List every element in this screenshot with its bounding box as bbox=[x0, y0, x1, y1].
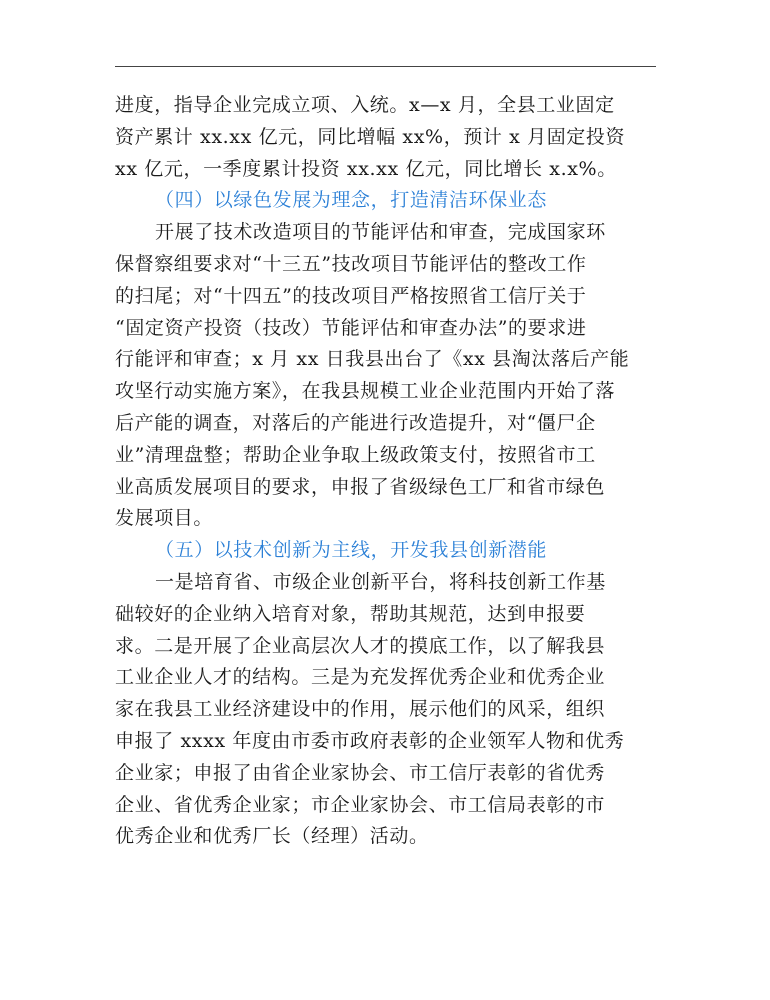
text-line: 工业企业人才的结构。三是为充发挥优秀企业和优秀企业 bbox=[115, 666, 606, 689]
section-heading: （五）以技术创新为主线，开发我县创新潜能 bbox=[155, 539, 548, 562]
text-line: 业”清理盘整；帮助企业争取上级政策支付，按照省市工 bbox=[115, 443, 596, 466]
header-rule bbox=[115, 66, 656, 67]
text-line: 的扫尾；对“十四五”的技改项目严格按照省工信厅关于 bbox=[115, 284, 587, 307]
text-line: 求。二是开展了企业高层次人才的摸底工作，以了解我县 bbox=[115, 634, 606, 657]
text-line: 发展项目。 bbox=[115, 507, 214, 530]
text-line: 一是培育省、市级企业创新平台，将科技创新工作基 bbox=[155, 570, 606, 593]
text-line: 后产能的调查，对落后的产能进行改造提升，对“僵尸企 bbox=[115, 411, 596, 434]
text-line: 家在我县工业经济建设中的作用，展示他们的风采，组织 bbox=[115, 698, 606, 721]
text-line: 资产累计 xx.xx 亿元，同比增幅 xx%，预计 x 月固定投资 bbox=[115, 125, 626, 148]
text-line: 进度，指导企业完成立项、入统。x—x 月，全县工业固定 bbox=[115, 94, 615, 116]
text-line: 业高质发展项目的要求，申报了省级绿色工厂和省市绿色 bbox=[115, 475, 606, 498]
text-line: “固定资产投资（技改）节能评估和审查办法”的要求进 bbox=[115, 316, 587, 339]
document-body bbox=[115, 90, 660, 853]
text-line: 攻坚行动实施方案》，在我县规模工业企业范围内开始了落 bbox=[115, 380, 616, 403]
text-line: 开展了技术改造项目的节能评估和审查，完成国家环 bbox=[155, 221, 606, 244]
text-line: 优秀企业和优秀厂长（经理）活动。 bbox=[115, 825, 429, 848]
text-line: 申报了 xxxx 年度由市委市政府表彰的企业领军人物和优秀 bbox=[115, 729, 625, 752]
text-line: 础较好的企业纳入培育对象，帮助其规范，达到申报要 bbox=[115, 602, 586, 625]
text-line: 行能评和审查；x 月 xx 日我县出台了《xx 县淘汰落后产能 bbox=[115, 348, 630, 371]
text-line: 企业家；申报了由省企业家协会、市工信厅表彰的省优秀 bbox=[115, 761, 606, 784]
text-line: 企业、省优秀企业家；市企业家协会、市工信局表彰的市 bbox=[115, 793, 606, 816]
section-heading: （四）以绿色发展为理念，打造清洁环保业态 bbox=[155, 189, 548, 212]
text-line: 保督察组要求对“十三五”技改项目节能评估的整改工作 bbox=[115, 252, 587, 275]
text-line: xx 亿元，一季度累计投资 xx.xx 亿元，同比增长 x.x%。 bbox=[115, 157, 617, 180]
